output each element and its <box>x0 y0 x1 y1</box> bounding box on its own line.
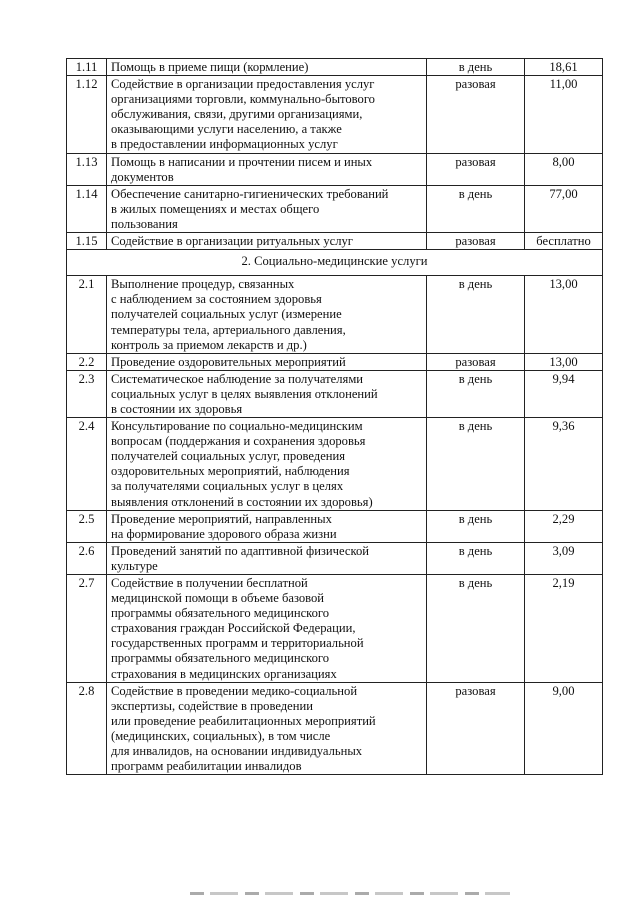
table-row <box>67 682 603 775</box>
description-line: организациями торговли, коммунально-бытового <box>111 92 375 107</box>
section-1-rows <box>67 59 603 250</box>
description-line: на формирование здорового образа жизни <box>111 526 337 541</box>
service-unit: разовая <box>427 682 525 775</box>
service-description <box>107 418 427 511</box>
description-line: контроль за приемом лекарств и др.) <box>111 337 307 352</box>
row-number: 1.11 <box>67 59 107 76</box>
description-line: Проведение оздоровительных мероприятий <box>111 354 346 369</box>
description-line: оказывающими услуги населению, а также <box>111 122 342 137</box>
service-description <box>107 370 427 417</box>
description-line: с наблюдением за состоянием здоровья <box>111 292 322 307</box>
service-description <box>107 153 427 185</box>
table-row <box>67 542 603 574</box>
description-line: обслуживания, связи, другими организациями, <box>111 107 363 122</box>
service-price: 13,00 <box>525 276 603 353</box>
table-row <box>67 233 603 250</box>
services-tariff-table <box>66 58 603 775</box>
service-unit: в день <box>427 370 525 417</box>
table-row <box>67 153 603 185</box>
description-line: или проведение реабилитационных мероприятий <box>111 713 376 728</box>
row-number: 2.4 <box>67 418 107 511</box>
service-unit: разовая <box>427 153 525 185</box>
description-line: Систематическое наблюдение за получателями <box>111 371 364 386</box>
service-price: 18,61 <box>525 59 603 76</box>
section-2-header <box>67 250 603 276</box>
description-line: государственных программ и территориальной <box>111 636 364 651</box>
description-line: Консультирование по социально-медицинским <box>111 419 363 434</box>
service-description <box>107 510 427 542</box>
table-row <box>67 353 603 370</box>
table-row <box>67 59 603 76</box>
description-line: программы обязательного медицинского <box>111 606 330 621</box>
service-unit: в день <box>427 418 525 511</box>
service-price: 2,19 <box>525 575 603 683</box>
description-line: Выполнение процедур, связанных <box>111 277 295 292</box>
description-line: вопросам (поддержания и сохранения здоровья <box>111 434 366 449</box>
service-price: 13,00 <box>525 353 603 370</box>
service-unit: в день <box>427 276 525 353</box>
service-description <box>107 353 427 370</box>
service-description <box>107 185 427 232</box>
description-line: культуре <box>111 558 158 573</box>
service-description <box>107 59 427 76</box>
description-line: пользования <box>111 216 178 231</box>
row-number: 2.1 <box>67 276 107 353</box>
description-line: медицинской помощи в объеме базовой <box>111 591 325 606</box>
service-unit: разовая <box>427 233 525 250</box>
row-number: 1.12 <box>67 76 107 153</box>
row-number: 2.5 <box>67 510 107 542</box>
description-line: Проведение мероприятий, направленных <box>111 511 332 526</box>
description-line: документов <box>111 169 174 184</box>
description-line: в предоставлении информационных услуг <box>111 137 338 152</box>
section-2-rows <box>67 276 603 775</box>
section-header-row <box>67 250 603 276</box>
service-description <box>107 276 427 353</box>
table-row <box>67 76 603 153</box>
table-row <box>67 370 603 417</box>
service-price: 11,00 <box>525 76 603 153</box>
service-price: 9,00 <box>525 682 603 775</box>
service-price: 9,36 <box>525 418 603 511</box>
service-unit: в день <box>427 575 525 683</box>
service-price: 77,00 <box>525 185 603 232</box>
service-unit: в день <box>427 185 525 232</box>
table-row <box>67 510 603 542</box>
description-line: Помощь в написании и прочтении писем и иных <box>111 154 373 169</box>
row-number: 2.7 <box>67 575 107 683</box>
description-line: страхования в медицинских организациях <box>111 666 337 681</box>
description-line: Содействие в организации предоставления услуг <box>111 77 375 92</box>
description-line: программ реабилитации инвалидов <box>111 759 302 774</box>
description-line: выявления отклонений в состоянии их здоровья) <box>111 494 373 509</box>
description-line: температуры тела, артериального давления, <box>111 322 346 337</box>
description-line: Содействие в получении бесплатной <box>111 576 308 590</box>
description-line: в состоянии их здоровья <box>111 401 243 416</box>
table-row <box>67 276 603 353</box>
service-price: 9,94 <box>525 370 603 417</box>
description-line: Обеспечение санитарно-гигиенических требований <box>111 186 389 201</box>
description-line: получателей социальных услуг (измерение <box>111 307 342 322</box>
row-number: 1.13 <box>67 153 107 185</box>
description-line: в жилых помещениях и местах общего <box>111 201 320 216</box>
service-price: бесплатно <box>525 233 603 250</box>
table-row <box>67 418 603 511</box>
scan-artifact <box>190 892 510 895</box>
service-unit: в день <box>427 59 525 76</box>
service-unit: разовая <box>427 76 525 153</box>
service-description <box>107 682 427 775</box>
description-line: страхования граждан Российской Федерации, <box>111 621 356 636</box>
service-price: 8,00 <box>525 153 603 185</box>
description-line: экспертизы, содействие в проведении <box>111 698 313 713</box>
table-row <box>67 185 603 232</box>
service-description <box>107 233 427 250</box>
description-line: Помощь в приеме пищи (кормление) <box>111 60 309 74</box>
description-line: получателей социальных услуг, проведения <box>111 449 346 464</box>
service-price: 2,29 <box>525 510 603 542</box>
row-number: 2.8 <box>67 682 107 775</box>
description-line: Проведений занятий по адаптивной физической <box>111 543 369 558</box>
description-line: (медицинских, социальных), в том числе <box>111 728 331 743</box>
description-line: социальных услуг в целях выявления отклонений <box>111 386 378 401</box>
description-line: для инвалидов, на основании индивидуальных <box>111 744 363 759</box>
row-number: 2.6 <box>67 542 107 574</box>
description-line: за получателями социальных услуг в целях <box>111 479 344 494</box>
section-title: 2. Социально-медицинские услуги <box>67 250 603 276</box>
row-number: 2.3 <box>67 370 107 417</box>
service-description <box>107 575 427 683</box>
description-line: Содействие в организации ритуальных услуг <box>111 234 353 249</box>
row-number: 1.15 <box>67 233 107 250</box>
service-unit: разовая <box>427 353 525 370</box>
service-unit: в день <box>427 542 525 574</box>
description-line: Содействие в проведении медико-социальной <box>111 683 358 698</box>
row-number: 2.2 <box>67 353 107 370</box>
description-line: программы обязательного медицинского <box>111 651 330 666</box>
service-unit: в день <box>427 510 525 542</box>
service-price: 3,09 <box>525 542 603 574</box>
service-description <box>107 76 427 153</box>
service-description <box>107 542 427 574</box>
row-number: 1.14 <box>67 185 107 232</box>
table-row <box>67 575 603 683</box>
description-line: оздоровительных мероприятий, наблюдения <box>111 464 350 479</box>
